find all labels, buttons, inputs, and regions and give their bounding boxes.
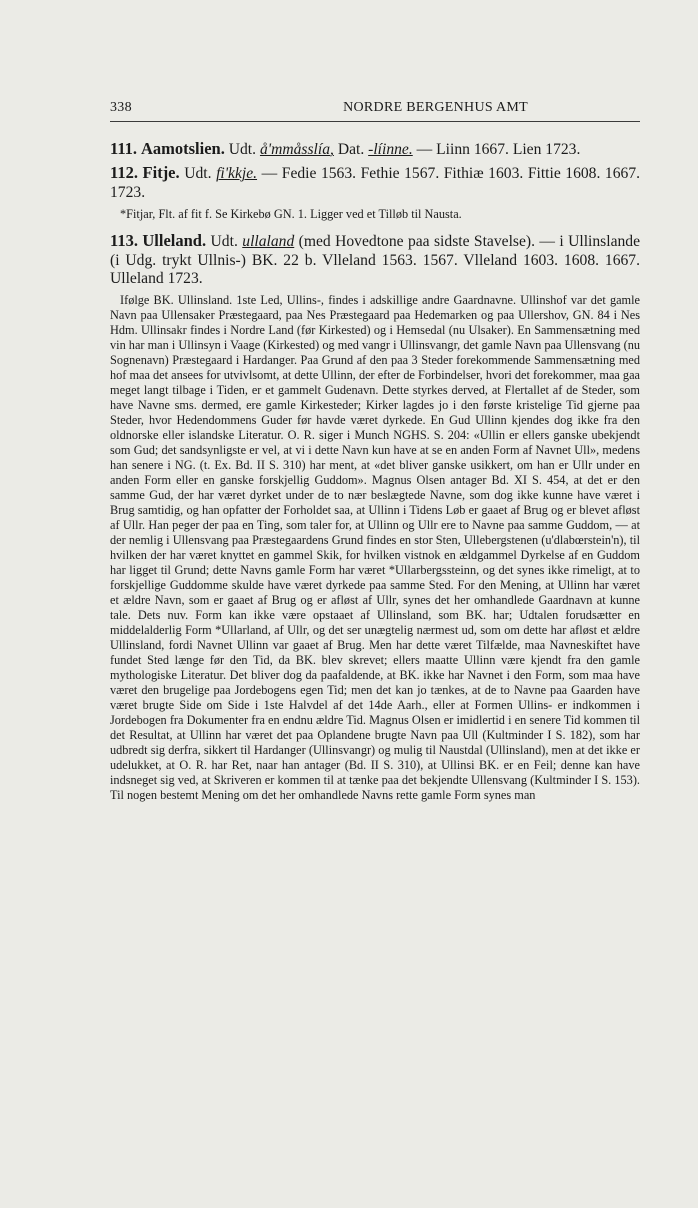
entry-113-commentary (110, 293, 640, 803)
entry-111 (110, 140, 640, 159)
entry-pronunciation: fi'kkje. (216, 165, 258, 183)
entry-name: Aamotslien. (140, 139, 225, 158)
entry-text: Dat. (337, 141, 365, 158)
entry-text: Udt. (228, 141, 257, 158)
entry-text: (med Hovedtone paa sidste Stavelse). — i Ullinslande (i Udg. trykt Ullnis-) BK. 22 b. Vlleland 1563. 1567. Vlleland 1603. 1608. 1667. Ulleland 1723. (110, 233, 641, 288)
entry-112-note: *Fitjar, Flt. af fit f. Se Kirkebø GN. 1. Ligger ved et Tilløb til Naustа. (120, 207, 462, 222)
entry-text: Udt. (184, 165, 212, 183)
entry-name: Ulleland. (142, 231, 207, 251)
page-header (110, 100, 640, 122)
entry-name: Fitje. (142, 163, 180, 183)
entry-pronunciation: ullaland (242, 233, 295, 251)
commentary-paragraph: Ifølge BK. Ullinsland. 1ste Led, Ullins-, findes i adskillige andre Gaardnavne. Ullinshof var det gamle Navn paa Ullensaker Præstegaard, paa Nes Præstegaard paa Hedemarken og paa Ullershov, GN. 84 i Nes Hdm. Ullinsakr findes i Nordre Land (før Kirkested) og i Hemsedal (nu Ulsaker). En Sammensætning med vin har man i Ullinsyn i Vaage (Kirkested) og med vangr i Ullinsvangr, det gamle Navn paa Ullensvang (nu Sognenavn) Præstegaard i Hardanger. Paa Grund af den paa 3 Steder forekommende Sammensætning med hof maa det ansees for utvivlsomt, at dette Ullinn, der efter de Forbindelser, hvori det forekommer, maa gaa meget langt tilbage i Tiden, er et gammelt Gudenavn. Dette styrkes derved, at Flertallet af de Steder, som have Navne sms. dermed, ere gamle Kirkesteder; Kirker lagdes jo i den første kristelige Tid gjerne paa Steder, hvor Hedendommens Guder før havde været dyrkede. En Gud Ullinn kjendes dog ikke fra den oldnorske eller islandske Literatur. O. R. siger i Munch NGHS. S. 204: «Ullin er ellers ganske ubekjendt som Gud; det sandsynligste er vel, at vi i dette Navn kun have at se en anden Form af Navnet Ull», medens han senere i NG. (t. Ex. Bd. II S. 310) har ment, at «det bliver ganske usikkert, om han er Ullr under en anden Form eller en ganske forskjellig Guddom». Magnus Olsen antager Bd. XI S. 454, at det er den samme Gud, der har været dyrket under de to nær beslægtede Navne, som dog ikke kunne have været i Brug samtidig, og han opfatter der Forholdet saa, at Ullinn i Tidens Løb er gaaet af Brug og er blevet afløst af Ullr. Han peger der paa en Ting, som taler for, at Ullinn og Ullr ere to Navne paa samme Guddom, — at der nemlig i Ullensvang paa Præstegaardens Grund findes en stor Sten, Ullebergstenen (u'dlabœrstein'n), til hvilken der har været knyttet en gammel Skik, for hvilken vistnok en ældgammel Dyrkelse af en Guddom har ligget til Grund; dette Navns gamle Form har været *Ullarbergssteinn, og det synes ikke rimeligt, at to forskjellige Guddomme skulde have været dyrkede paa samme Sted. For den Mening, at Ullinn har været et ældre Navn, som er gaaet af Brug og er afløst af Ullr, synes det her omhandlede Gaardnavn at kunne tale. Dets nuv. Form kan ikke være opstaaet af Ullinsland, som BK. har; Udtalen forudsætter en middelalderlig Form *Ullarland, af Ullr, og det ser unægtelig nærmest ud, som om dette har afløst et ældre Ullinsland, fordi Navnet Ullinn var gaaet af Brug. Men har dette været Tilfælde, maa Navneskiftet have fundet Sted længe før den Tid, da BK. blev skrevet; ellers maatte Ullinn være kjendt fra den gamle mythologiske Literatur. Det bliver dog da paafaldende, at BK. ikke har Navnet i den Form, som maa have været den brugelige paa Jordebogens egen Tid; men det kan jo tænkes, at de to Navne paa Gaarden have været brugte Side om Side i 1ste Halvdel af det 14de Aarh., eller at Formen Ullins- er indkommen i Jordebogen fra Dokumenter fra en endnu ældre Tid. Magnus Olsen er imidlertid i en senere Tid kommen til det Resultat, at Ullinn har været det paa Oplandene brugte Navn paa Ull (Kultminder I S. 182), som har udbredt sig derfra, sikkert til Hardanger (Ullinsvangr) og mulig til Naustdal (Ullinsland), men at det ikke er udelukket, at O. R. har Ret, naar han antager (Bd. II S. 310), at Ullinsi BK. er en Feil; denne kan have indsneget sig ved, at Skriveren er kommen til at tænke paa det bekjendte Ullensvang (Kultminder I S. 153). Til nogen bestemt Mening om det her omhandlede Navns rette gamle Form synes man (110, 293, 640, 803)
page-number: 338 (110, 100, 132, 115)
book-page (110, 100, 640, 803)
entry-112 (110, 164, 640, 202)
entry-text: Udt. (210, 233, 238, 251)
running-title: NORDRE BERGENHUS AMT (343, 100, 528, 115)
entry-pronunciation: å'mmåsslía, (259, 141, 334, 158)
entry-text: — Fedie 1563. Fethie 1567. Fithiæ 1603. Fittie 1608. 1667. 1723. (110, 165, 641, 201)
entry-pronunciation: -líinne. (368, 141, 413, 158)
entry-number: 113. (110, 231, 138, 251)
entry-number: 111. (110, 139, 138, 158)
entry-113 (110, 232, 640, 288)
entry-number: 112. (110, 163, 138, 183)
entry-text: — Liinn 1667. Lien 1723. (416, 141, 581, 158)
